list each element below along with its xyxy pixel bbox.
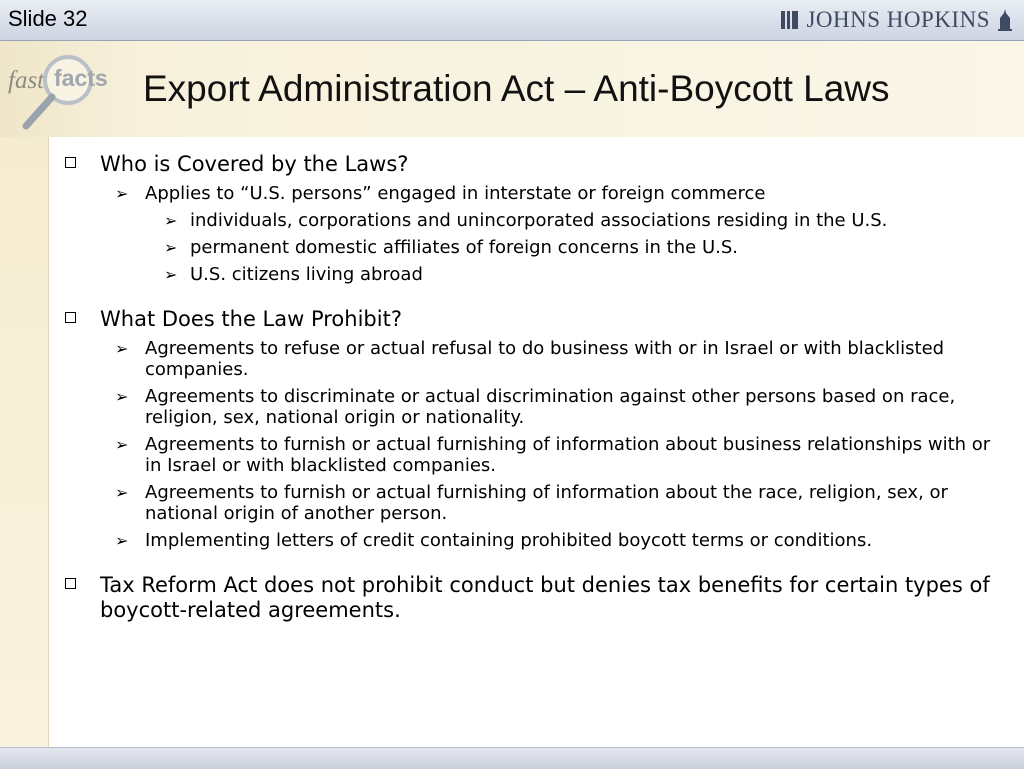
sub-bullet: ➢ Agreements to furnish or actual furnishing of information about the race, religion, sex, or national origin of another person. <box>115 482 948 524</box>
sub-bullet: ➢ Applies to “U.S. persons” engaged in interstate or foreign commerce <box>115 183 766 204</box>
arrow-bullet-icon: ➢ <box>164 211 178 230</box>
slide-number: Slide 32 <box>8 6 88 31</box>
sub-bullet: ➢ Agreements to furnish or actual furnishing of information about business relationships with or in Israel or with blacklisted companies. <box>115 434 991 476</box>
checkbox-bullet-icon <box>65 157 76 168</box>
arrow-bullet-icon: ➢ <box>115 435 129 454</box>
arrow-bullet-icon: ➢ <box>164 238 178 257</box>
bottom-bar <box>0 747 1024 769</box>
sub-sub-bullet: ➢ U.S. citizens living abroad <box>164 264 423 285</box>
arrow-bullet-icon: ➢ <box>115 339 129 358</box>
johns-hopkins-shield-icon <box>780 9 800 31</box>
slide-title: Export Administration Act – Anti-Boycott Laws <box>143 68 890 109</box>
sub-sub-bullet: ➢ permanent domestic affiliates of foreign concerns in the U.S. <box>164 237 738 258</box>
slide-content <box>60 152 1000 629</box>
sub-bullet: ➢ Agreements to discriminate or actual discrimination against other persons based on race, religion, sex, national origin or nationality. <box>115 386 956 428</box>
sub-sub-bullet: ➢ individuals, corporations and unincorporated associations residing in the U.S. <box>164 210 888 231</box>
arrow-bullet-icon: ➢ <box>115 387 129 406</box>
svg-text:facts: facts <box>54 65 108 91</box>
arrow-bullet-icon: ➢ <box>164 265 178 284</box>
logo-text: JOHNS HOPKINS <box>806 7 990 32</box>
arrow-bullet-icon: ➢ <box>115 483 129 502</box>
sub-bullet: ➢ Implementing letters of credit containing prohibited boycott terms or conditions. <box>115 530 873 551</box>
dome-icon <box>996 8 1014 32</box>
bullet-who-covered: Who is Covered by the Laws? <box>60 152 1000 177</box>
sub-bullet: ➢ Agreements to refuse or actual refusal to do business with or in Israel or with blacklisted companies. <box>115 338 945 380</box>
svg-text:fast: fast <box>8 67 45 94</box>
checkbox-bullet-icon <box>65 312 76 323</box>
arrow-bullet-icon: ➢ <box>115 184 129 203</box>
bullet-law-prohibit: What Does the Law Prohibit? <box>60 307 1000 332</box>
johns-hopkins-logo <box>780 6 1014 34</box>
bullet-tax-reform: Tax Reform Act does not prohibit conduct but denies tax benefits for certain types of boycott-related agreements. <box>60 573 1000 623</box>
arrow-bullet-icon: ➢ <box>115 531 129 550</box>
left-stripe <box>0 137 49 747</box>
checkbox-bullet-icon <box>65 578 76 589</box>
fastfacts-logo <box>6 50 118 138</box>
top-bar <box>0 0 1024 41</box>
